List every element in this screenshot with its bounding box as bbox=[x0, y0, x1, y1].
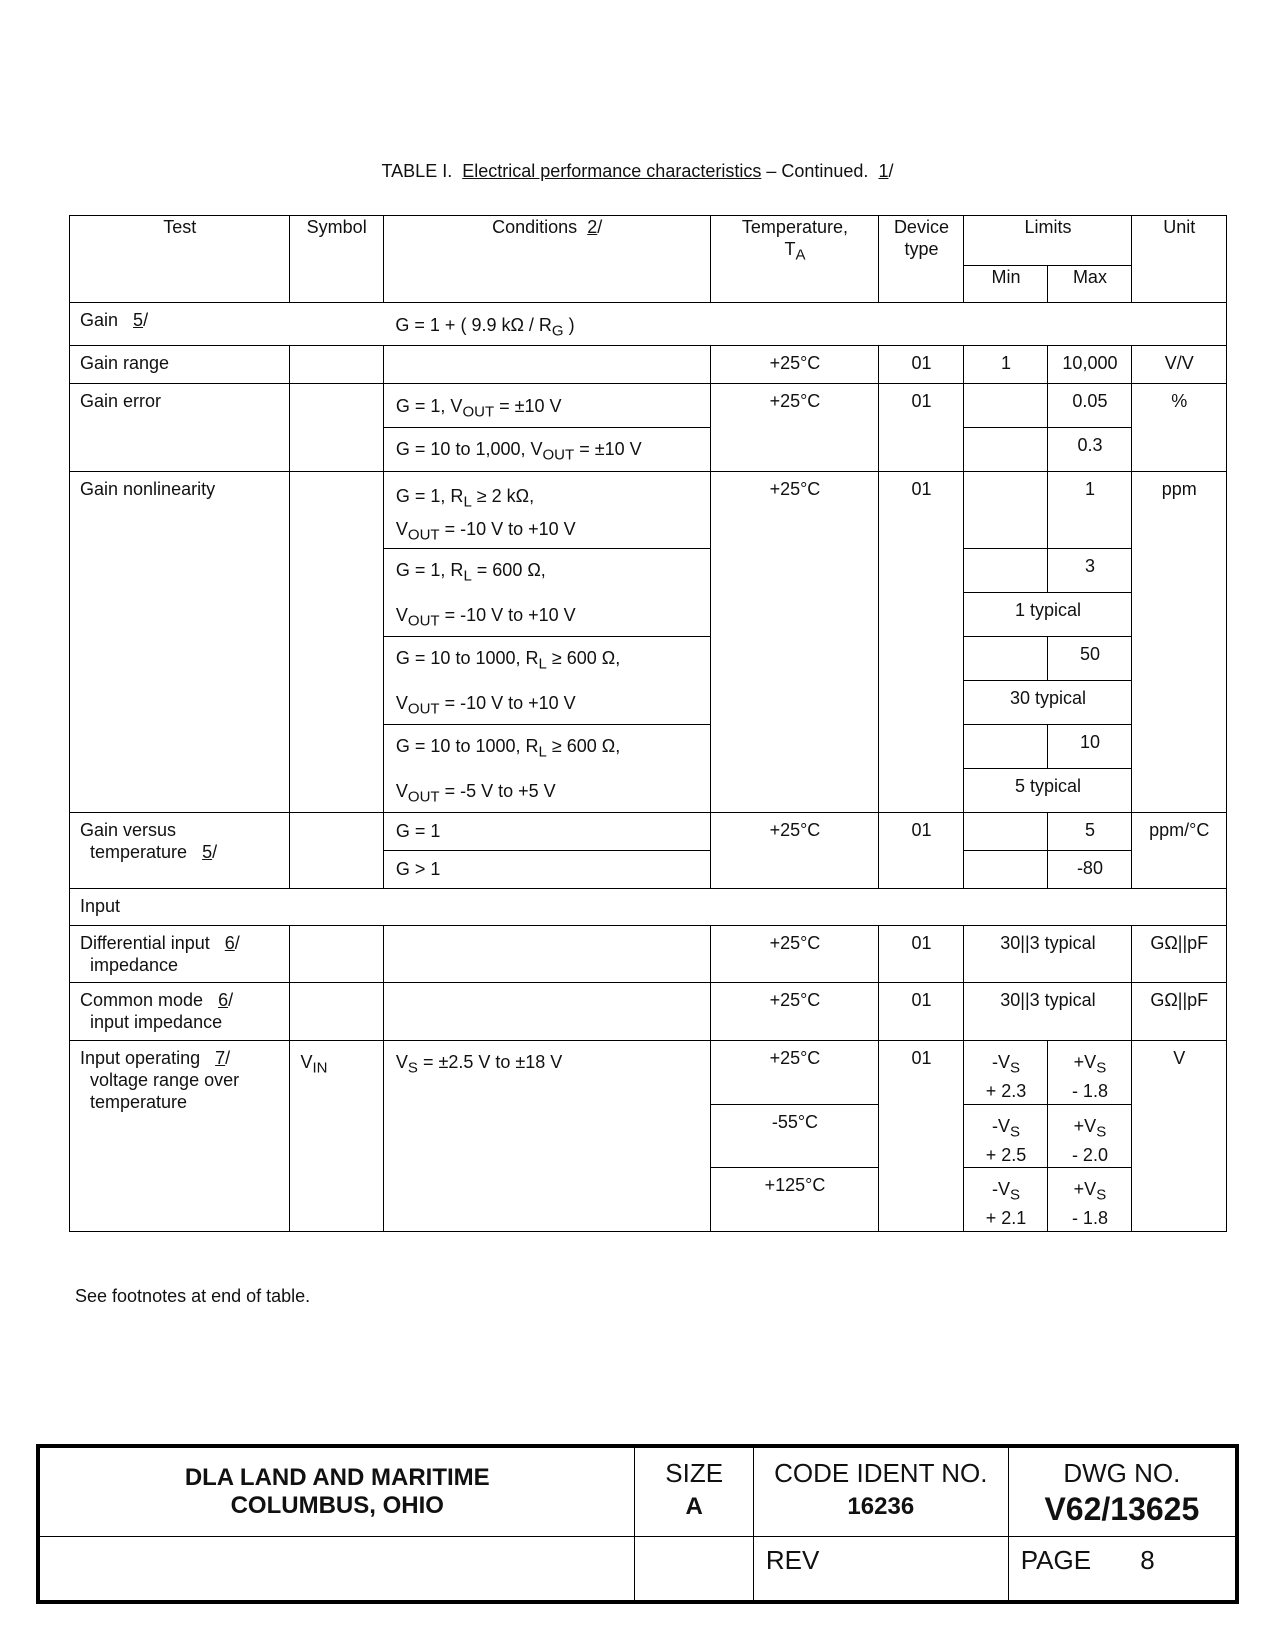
table-row bbox=[70, 1041, 1227, 1105]
header-min: Min bbox=[964, 266, 1048, 303]
footnote-text: See footnotes at end of table. bbox=[75, 1286, 311, 1306]
gain-nonlin-cond-d2: $V_{OUT} = -5$ V to +5 V bbox=[383, 769, 711, 813]
gain-label: Gain 5/ bbox=[70, 303, 384, 346]
table-row bbox=[70, 983, 1227, 1041]
header-limits: Limits bbox=[964, 216, 1132, 266]
cm-input-temp: +25°C bbox=[711, 983, 879, 1041]
cm-input-unit: GΩ||pF bbox=[1132, 983, 1227, 1041]
gain-vs-temp-max-1: 5 bbox=[1048, 813, 1132, 851]
size-cell bbox=[635, 1446, 753, 1536]
table-row bbox=[70, 926, 1227, 983]
input-op-conditions: $V_S = \pm 2.5$ V to ±18 V bbox=[383, 1041, 711, 1232]
gain-error-cond-1: G = 1, $V_{OUT} = \pm 10$ V bbox=[383, 384, 711, 428]
input-op-min-2: $-V_S$ + 2.5 bbox=[964, 1105, 1048, 1168]
org-name bbox=[38, 1446, 635, 1536]
table-row bbox=[70, 384, 1227, 428]
input-op-max-1: $+V_S$ - 1.8 bbox=[1048, 1041, 1132, 1105]
gain-error-label: Gain error bbox=[70, 384, 290, 472]
gain-vs-temp-label: Gain versus temperature 5/ bbox=[70, 813, 290, 889]
code-ident-value: 16236 bbox=[847, 1493, 915, 1520]
gain-vs-temp-cond-1: G = 1 bbox=[383, 813, 711, 851]
gain-nonlin-max-c: 50 bbox=[1048, 637, 1132, 681]
gain-nonlin-cond-d1: G = 10 to 1000, $R_L \ge 600$ Ω, bbox=[383, 725, 711, 769]
input-op-label: Input operating 7/ voltage range over temperature bbox=[70, 1041, 290, 1232]
gain-nonlin-cond-c2: $V_{OUT} = -10$ V to +10 V bbox=[383, 681, 711, 725]
performance-table bbox=[69, 215, 1227, 1232]
gain-nonlin-max-d: 10 bbox=[1048, 725, 1132, 769]
gain-nonlin-cond-b2: $V_{OUT} = -10$ V to +10 V bbox=[383, 593, 711, 637]
table-row bbox=[70, 303, 1227, 346]
gain-nonlin-typ-c: 30 typical bbox=[964, 681, 1132, 725]
table-title-prefix: TABLE I. bbox=[381, 161, 453, 181]
title-block bbox=[36, 1444, 1239, 1604]
diff-input-unit: GΩ||pF bbox=[1132, 926, 1227, 983]
gain-nonlin-cond-c1: G = 10 to 1000, $R_L \ge 600$ Ω, bbox=[383, 637, 711, 681]
diff-input-device: 01 bbox=[879, 926, 964, 983]
gain-vs-temp-unit: ppm/°C bbox=[1132, 813, 1227, 889]
input-op-unit: V bbox=[1132, 1041, 1227, 1232]
gain-range-temp: +25°C bbox=[711, 346, 879, 384]
table-row bbox=[70, 889, 1227, 926]
diff-input-label: Differential input 6/ impedance bbox=[70, 926, 290, 983]
gain-nonlin-max-a: 1 bbox=[1048, 472, 1132, 549]
header-temperature: Temperature, $T_A$ bbox=[711, 216, 879, 303]
gain-vs-temp-max-2: -80 bbox=[1048, 851, 1132, 889]
diff-input-temp: +25°C bbox=[711, 926, 879, 983]
input-section-label: Input bbox=[70, 889, 1227, 926]
rev-label: REV bbox=[753, 1536, 1008, 1602]
gain-nonlin-max-b: 3 bbox=[1048, 549, 1132, 593]
gain-range-label: Gain range bbox=[70, 346, 290, 384]
table-row bbox=[70, 346, 1227, 384]
dwg-no-value: V62/13625 bbox=[1044, 1491, 1200, 1527]
cm-input-limit: 30||3 typical bbox=[964, 983, 1132, 1041]
table-row bbox=[70, 813, 1227, 851]
gain-vs-temp-temp: +25°C bbox=[711, 813, 879, 889]
input-op-temp-1: +25°C bbox=[711, 1041, 879, 1105]
input-op-min-3: $-V_S$ + 2.1 bbox=[964, 1168, 1048, 1232]
gain-range-unit: V/V bbox=[1132, 346, 1227, 384]
gain-range-max: 10,000 bbox=[1048, 346, 1132, 384]
input-op-min-1: $-V_S$ + 2.3 bbox=[964, 1041, 1048, 1105]
dwg-no-cell bbox=[1008, 1446, 1237, 1536]
table-title-suffix: – Continued. bbox=[766, 161, 869, 181]
gain-range-min: 1 bbox=[964, 346, 1048, 384]
input-op-symbol: $V_{IN}$ bbox=[290, 1041, 383, 1232]
gain-nonlin-typ-d: 5 typical bbox=[964, 769, 1132, 813]
gain-vs-temp-cond-2: G > 1 bbox=[383, 851, 711, 889]
header-symbol: Symbol bbox=[290, 216, 383, 303]
code-ident-label: CODE IDENT NO. bbox=[774, 1458, 988, 1488]
code-ident-cell bbox=[753, 1446, 1008, 1536]
gain-nonlin-typ-b: 1 typical bbox=[964, 593, 1132, 637]
gain-error-unit: % bbox=[1132, 384, 1227, 472]
table-row bbox=[70, 472, 1227, 549]
org-line-1: DLA LAND AND MARITIME bbox=[184, 1464, 490, 1491]
gain-error-max-2: 0.3 bbox=[1048, 428, 1132, 472]
gain-formula: G = 1 + ( 9.9 kΩ / $R_G$ ) bbox=[383, 303, 1226, 346]
gain-vs-temp-device: 01 bbox=[879, 813, 964, 889]
gain-error-cond-2: G = 10 to 1,000, $V_{OUT} = \pm 10$ V bbox=[383, 428, 711, 472]
gain-range-device: 01 bbox=[879, 346, 964, 384]
cm-input-label: Common mode 6/ input impedance bbox=[70, 983, 290, 1041]
header-test: Test bbox=[70, 216, 290, 303]
page-label: PAGE bbox=[1020, 1544, 1092, 1575]
gain-nonlin-temp: +25°C bbox=[711, 472, 879, 813]
page-number: 8 bbox=[1140, 1544, 1155, 1575]
table-title-main: Electrical performance characteristics bbox=[462, 161, 762, 181]
page-cell bbox=[1008, 1536, 1237, 1602]
header-device-type: Device type bbox=[879, 216, 964, 303]
size-label: SIZE bbox=[665, 1458, 724, 1488]
input-op-temp-2: -55°C bbox=[711, 1105, 879, 1168]
size-value: A bbox=[685, 1493, 703, 1520]
input-op-max-3: $+V_S$ - 1.8 bbox=[1048, 1168, 1132, 1232]
gain-error-device: 01 bbox=[879, 384, 964, 472]
header-max: Max bbox=[1048, 266, 1132, 303]
diff-input-limit: 30||3 typical bbox=[964, 926, 1132, 983]
gain-nonlin-device: 01 bbox=[879, 472, 964, 813]
gain-nonlin-cond-b1: G = 1, $R_L = 600$ Ω, bbox=[383, 549, 711, 593]
input-op-max-2: $+V_S$ - 2.0 bbox=[1048, 1105, 1132, 1168]
gain-nonlin-label: Gain nonlinearity bbox=[70, 472, 290, 813]
gain-error-temp: +25°C bbox=[711, 384, 879, 472]
header-conditions: Conditions 2/ bbox=[383, 216, 711, 303]
table-title: TABLE I. Electrical performance characteristics – Continued. 1/ bbox=[381, 161, 894, 181]
input-op-temp-3: +125°C bbox=[711, 1168, 879, 1232]
org-line-2: COLUMBUS, OHIO bbox=[230, 1492, 444, 1519]
dwg-no-label: DWG NO. bbox=[1063, 1458, 1181, 1488]
gain-nonlin-cond-a: G = 1, $R_L \ge 2$ kΩ, $V_{OUT} = -10$ V to +10 V bbox=[383, 472, 711, 549]
gain-error-max-1: 0.05 bbox=[1048, 384, 1132, 428]
header-unit: Unit bbox=[1132, 216, 1227, 303]
table-title-note: 1 bbox=[878, 161, 889, 181]
input-op-device: 01 bbox=[879, 1041, 964, 1232]
cm-input-device: 01 bbox=[879, 983, 964, 1041]
gain-nonlin-unit: ppm bbox=[1132, 472, 1227, 813]
